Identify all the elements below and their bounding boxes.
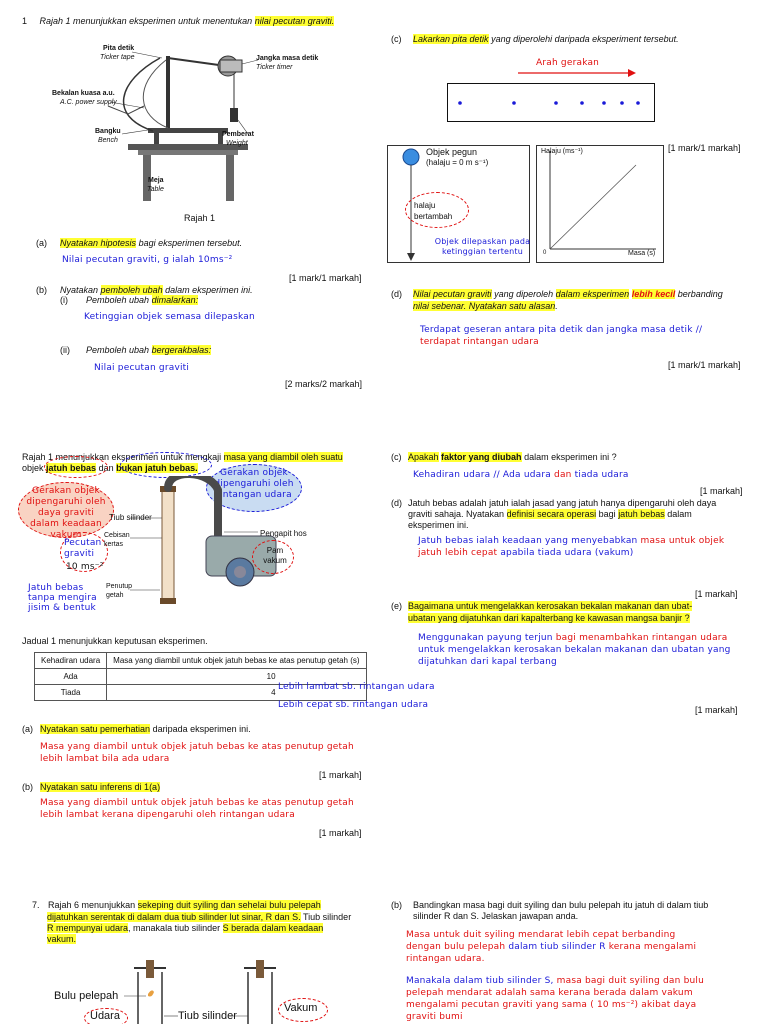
q2e-ans1-blue: Menggunakan payung terjun [418,633,553,643]
pecutan-value: 10 ms⁻² [66,562,104,572]
halaju-bertambah: halaju bertambah [414,201,453,221]
label-ac-power: A.C. power supply [60,99,117,106]
objek-pegun: Objek pegun [426,147,478,157]
q2-intro-l2-pre: objek [22,463,44,473]
figure-1-caption: Rajah 1 [184,213,216,223]
q7-l2-hl: dijatuhkan serentak di dalam dua tiub silinder lut sinar, R dan S. [47,912,301,922]
q2d-ans2-red: jatuh lebih cepat [418,548,498,558]
q7-l1-pre: Rajah 6 menunjukkan [48,900,136,910]
q1d-hl1: Nilai pecutan graviti [413,289,492,299]
label-tiub-silinder: Tiub silinder [109,513,152,522]
row-note-ada: Lebih lambat sb. rintangan udara [278,682,435,692]
q1c-highlight: Lakarkan pita detik [413,34,489,44]
pecutan-text: Pecutan graviti [64,538,102,559]
q1b-label: (b) [36,285,47,295]
q1c-label: (c) [391,34,402,44]
label-weight: Weight [226,140,248,147]
q7b-label: (b) [391,900,402,910]
q1bii-question [86,345,211,355]
q1bii-answer: Nilai pecutan graviti [94,363,190,373]
q1bii-label: (ii) [60,345,70,355]
q7b-ans4-blue: Manakala dalam tiub silinder S, [406,976,554,986]
q2a-question [40,724,251,734]
label-pam: Pam vakum [263,546,287,565]
graph-origin: 0 [543,250,547,256]
label-vakum: Vakum [284,1002,318,1014]
q1a-answer: Nilai pecutan graviti, g ialah 10ms⁻² [62,255,233,265]
arah-gerakan-arrow [518,68,638,78]
label-table: Table [147,186,164,193]
q1c-question [413,34,679,44]
q1-number: 1 [22,16,28,26]
q2c-answer [413,470,629,480]
label-penutup: Penutup getah [106,583,133,599]
q2b-highlight: Nyatakan satu inferens di 1(a) [40,782,161,792]
label-tiub-3: Tiub silinder [178,1010,237,1022]
label-bulu: Bulu pelepah [54,990,119,1002]
q7-l1-hl: sekeping duit syiling dan sehelai bulu pelepah [137,900,321,910]
label-bangku: Bangku [95,128,121,135]
q2e-mark: [1 markah] [695,705,738,715]
q7-l3-hl2: S berada dalam keadaan [222,923,324,933]
q2a-highlight: Nyatakan satu pemerhatian [40,724,151,734]
table-header [35,653,367,669]
label-cebisan: Cebisan kertas [104,532,130,548]
q2-intro-pre: Rajah 1 menunjukkan eksperimen untuk mengkaji [22,452,222,462]
q2d-q2-mid: bagi [598,509,616,519]
q2b-mark: [1 markah] [319,828,362,838]
objek-dilepaskan: Objek dilepaskan pada ketinggian tertentu [434,237,531,256]
q2-intro-dan: dan [98,463,114,473]
q1-intro [22,16,334,26]
q2c-ans-blue: Kehadiran udara // Ada udara [413,470,551,480]
q1a-highlight: Nyatakan hipotesis [60,238,137,248]
q7-l3-hl: R mempunyai udara [47,923,129,933]
q2c-question [408,452,617,462]
graph-x-label: Masa (s) [628,250,656,257]
q2e-answer-3: dijatuhkan dari kapal terbang [418,657,557,667]
q7b-q2: silinder R dan S. Jelaskan jawapan anda. [413,911,579,921]
q2e-answer-1 [418,633,727,643]
q1d-hl3: lebih kecil [631,289,676,299]
q1d-l2-hl: nilai sebenar. Nyatakan satu alasan [413,301,556,311]
q2-intro-bukan: bukan jatuh bebas. [116,463,198,473]
q7-line4 [47,934,76,944]
q1d-question-line1 [413,289,723,299]
q1d-answer-2: terdapat rintangan udara [420,337,539,347]
q1bi-question [86,295,198,305]
q2e-label: (e) [391,601,402,611]
q7-l4-hl: vakum. [47,934,77,944]
label-pemberat: Pemberat [222,131,254,138]
q7b-ans-6: mengalami pecutan graviti yang sama ( 10 ms⁻²) akibat daya [406,1000,697,1010]
q1-intro-text: Rajah 1 menunjukkan eksperimen untuk menentukan [39,16,253,26]
q2-intro-jatuh-bebas: jatuh bebas [46,463,97,473]
q1b-pre: Nyatakan [60,285,99,295]
label-meja: Meja [148,177,164,184]
q1d-answer-1 [420,325,702,335]
q2b-question [40,782,160,792]
q7-l3-mid: , manakala tiub silinder [128,923,221,933]
q7-line2 [47,912,351,922]
q7b-ans4-red: masa bagi duit syiling dan bulu [556,976,705,986]
q2c-rest: dalam eksperimen ini ? [524,452,617,462]
q2d-q2-hl2: jatuh bebas [618,509,665,519]
q1d-hl2: dalam eksperimen [555,289,630,299]
q7b-ans-2 [406,942,696,952]
q2d-ans1-blue: Jatuh bebas ialah keadaan yang menyebabkan [418,536,638,546]
q1bii-highlight: bergerakbalas: [151,345,212,355]
q1b-mark: [2 marks/2 markah] [285,379,363,389]
q2a-answer-1: Masa yang diambil untuk objek jatuh bebas ke atas penutup getah [40,742,354,752]
q1b-rest: dalam eksperimen ini. [165,285,253,295]
q1d-ans-red-1: Terdapat geseran antara pita detik dan jangka masa detik // [420,325,703,335]
q2d-q1: Jatuh bebas adalah jatuh ialah jasad yang jatuh hanya dipengaruhi oleh daya [408,498,717,508]
results-table [34,652,367,701]
q7b-ans-5: pelepah mendarat adalah sama kerana berada dalam vakum [406,988,693,998]
q2e-answer-2: untuk mengelakkan kerosakan bekalan makanan dan ubatan yang [418,645,731,655]
label-udara: Udara [90,1010,120,1022]
oval-bukan-jatuh [120,452,212,478]
q1b-highlight: pemboleh ubah [100,285,163,295]
q1d-mark: [1 mark/1 markah] [668,360,741,370]
table-cell-kehadiran: Ada [35,669,107,685]
q2b-answer-2: lebih lambat kerana dipengaruhi oleh rintangan udara [40,810,295,820]
q7b-ans2-blue: dalam tiub silinder R [508,942,606,952]
label-ticker-tape: Ticker tape [100,54,135,61]
q2e-q1: Bagaimana untuk mengelakkan kerosakan bekalan makanan dan ubat- [408,601,693,611]
bubble-red-text: Gerakan objek dipengaruhi oleh daya graviti dalam keadaan vakum [26,486,106,540]
table-header-masa: Masa yang diambil untuk objek jatuh bebas ke atas penutup getah (s) [107,653,366,669]
q7-l2-rest: Tiub silinder [303,912,352,922]
q1bi-highlight: dimalarkan: [151,295,199,305]
q1c-mark: [1 mark/1 markah] [668,143,741,153]
q1-intro-highlight: nilai pecutan graviti. [254,16,335,26]
q7b-ans-1: Masa untuk duit syiling mendarat lebih cepat berbanding [406,930,676,940]
arah-gerakan-label: Arah gerakan [536,58,600,68]
q2d-answer-1 [418,536,724,546]
jadual-caption: Jadual 1 menunjukkan keputusan eksperimen. [22,636,208,646]
q2d-q2-pre: graviti sahaja. Nyatakan [408,509,505,519]
graph-y-label: Halaju (ms⁻¹) [541,148,583,155]
q1b-question [60,285,253,295]
q2d-q2-hl1: definisi secara operasi [506,509,597,519]
label-jangka: Jangka masa detik [256,55,319,62]
q2d-label: (d) [391,498,402,508]
q2c-ans-blue2: tiada udara [574,470,629,480]
q7b-q1: Bandingkan masa bagi duit syiling dan bulu pelepah itu jatuh di dalam tiub [413,900,709,910]
label-bench: Bench [98,137,118,144]
q1a-label: (a) [36,238,47,248]
q1d-question-line2 [413,301,558,311]
q2a-rest: daripada eksperimen ini. [152,724,251,734]
q2d-q2 [408,509,692,519]
table-cell-masa: 4 [107,685,366,701]
ticker-dots [448,84,654,121]
q1a-question [60,238,242,248]
q2d-q2-end: dalam [667,509,692,519]
q1a-mark: [1 mark/1 markah] [289,273,362,283]
q7b-ans-4 [406,976,704,986]
table-header-kehadiran: Kehadiran udara [35,653,107,669]
q2c-mark: [1 markah] [700,486,743,496]
q7b-ans-7: graviti bumi [406,1012,463,1022]
q7-number: 7. [32,900,40,910]
q1d-l2-end: . [555,301,558,311]
jatuh-bebas-text: Jatuh bebas tanpa mengira jisim & bentuk [28,583,97,613]
label-pengapit: Pengapit hos [260,529,307,538]
q1a-rest: bagi eksperimen tersebut. [138,238,243,248]
oval-jatuh-bebas [44,456,108,478]
q2d-ans1-red: masa untuk objek [640,536,725,546]
q1bi-label: (i) [60,295,68,305]
q7-line1 [32,900,321,910]
q2a-mark: [1 markah] [319,770,362,780]
q7b-ans2-red: dengan bulu pelepah [406,942,506,952]
q2d-answer-2 [418,548,634,558]
q1c-rest: yang diperolehi daripada eksperiment tersebut. [491,34,679,44]
table-cell-kehadiran: Tiada [35,685,107,701]
q7b-ans2-red2: kerana mengalami [608,942,697,952]
q2b-label: (b) [22,782,33,792]
table-cell-masa: 10 [107,669,366,685]
q2c-ans-red: dan [554,470,572,480]
q2a-label: (a) [22,724,33,734]
q2e-q2: ubatan yang dijatuhkan dari kapalterbang ke kawasan mangsa banjir ? [408,613,690,623]
bubble-blue-text: Gerakan objek dipengaruhi oleh rintangan udara [214,468,294,500]
q1d-mid: yang diperoleh [494,289,554,299]
q2d-mark: [1 markah] [695,589,738,599]
ticker-tape-box [447,83,655,122]
q1d-label: (d) [391,289,402,299]
label-bekalan: Bekalan kuasa a.u. [52,90,115,97]
q2c-hl1: Apakah [408,452,439,462]
q1bii-pre: Pemboleh ubah [86,345,150,355]
q1bi-pre: Pemboleh ubah [86,295,150,305]
q2c-label: (c) [391,452,402,462]
q1d-rest: berbanding [677,289,723,299]
q2e-ans1-red: bagi menambahkan rintangan udara [555,633,728,643]
q7-line3 [47,923,323,933]
q1bi-answer: Ketinggian objek semasa dilepaskan [84,312,255,322]
label-pita-detik: Pita detik [103,45,135,52]
q2d-q3: eksperimen ini. [408,520,469,530]
halaju-zero: (halaju = 0 m s⁻¹) [426,158,489,167]
q2b-answer-1: Masa yang diambil untuk objek jatuh bebas ke atas penutup getah [40,798,354,808]
row-note-tiada: Lebih cepat sb. rintangan udara [278,700,429,710]
label-ticker-timer: Ticker timer [256,64,293,71]
q7b-ans-3: rintangan udara. [406,954,485,964]
q2c-hl2: faktor yang diubah [441,452,522,462]
q2d-ans2-blue: apabila tiada udara (vakum) [500,548,634,558]
velocity-time-graph [536,145,664,263]
q2-intro-hl: masa yang diambil oleh suatu [223,452,343,462]
q2a-answer-2: lebih lambat bila ada udara [40,754,170,764]
